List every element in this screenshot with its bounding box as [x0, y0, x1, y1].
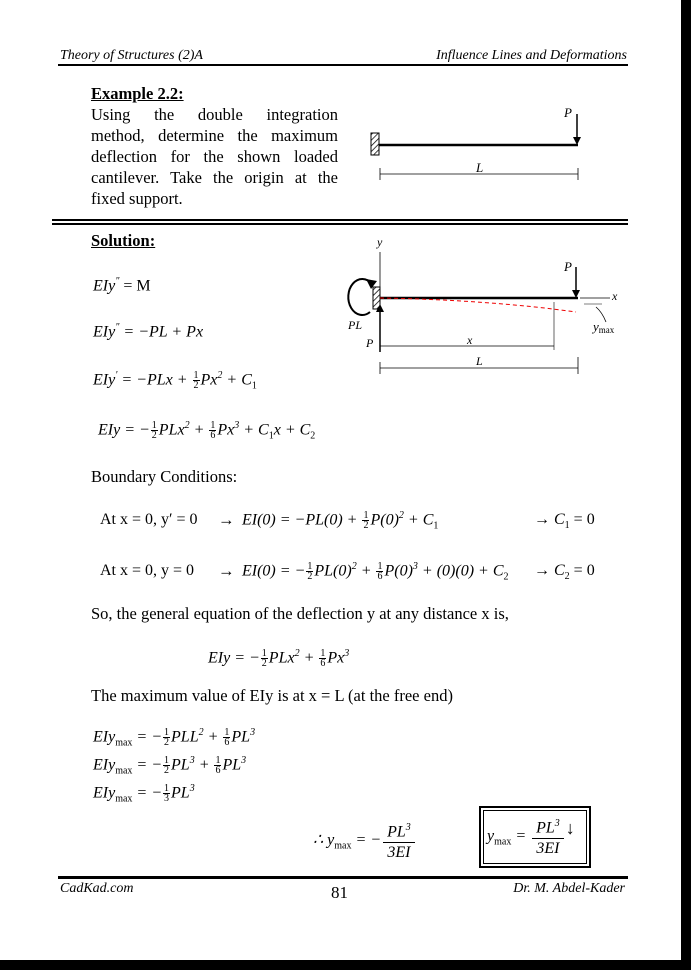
- example-line: fixed support.: [91, 189, 183, 208]
- boundary-conditions-title: Boundary Conditions:: [91, 467, 238, 486]
- fraction: $\frac{PL^3}{3EI}$: [532, 814, 564, 859]
- deflected-shape: [380, 298, 576, 312]
- header-left: Theory of Structures (2)A: [60, 48, 203, 63]
- section-separator-top: [52, 219, 628, 221]
- fraction: $\frac{1}{6}$: [320, 648, 326, 670]
- example-title: Example 2.2:: [91, 84, 184, 103]
- equation-4: EIy = − $\frac{1}{2}$ PLx$^2$ + $\frac{1}{6}$ $Px^3 + C_1x + C_2$: [98, 420, 316, 442]
- bc1-arrow: →: [218, 510, 235, 529]
- footer-left: CadKad.com: [60, 881, 134, 896]
- fraction: $\frac{PL^3}{3EI}$: [383, 818, 415, 863]
- page-number: 81: [331, 883, 348, 902]
- load-label: P: [564, 259, 572, 274]
- solution-cantilever-figure: [340, 232, 630, 377]
- example-cantilever-figure: [360, 100, 600, 190]
- general-equation-text: So, the general equation of the deflection y at any distance x is,: [91, 604, 509, 623]
- equation-2: EIy" = −PL + Px: [93, 322, 204, 341]
- max-equation-1: EIy$_{max}$ = − $\frac{1}{2}$ $PLL^2$ + $\frac{1}{6}$ $PL^3$: [93, 727, 256, 749]
- footer-right: Dr. M. Abdel-Kader: [513, 881, 625, 896]
- fraction: $\frac{1}{2}$: [363, 510, 369, 532]
- boxed-equation: $y_{max}$ = $\frac{PL^3}{3EI}$ ↓: [487, 814, 575, 859]
- boxed-result: [483, 810, 587, 864]
- fraction: $\frac{1}{2}$: [261, 648, 267, 670]
- page-border-right: [681, 0, 691, 970]
- reaction-label: P: [366, 336, 374, 350]
- fraction: $\frac{1}{2}$: [151, 420, 157, 442]
- example-line: method, determine the maximum: [91, 126, 338, 145]
- bc2-condition: At x = 0, y = 0: [100, 562, 195, 579]
- fraction: $\frac{1}{2}$: [164, 755, 170, 777]
- fraction: $\frac{1}{2}$: [193, 370, 199, 392]
- fraction: $\frac{1}{6}$: [210, 420, 216, 442]
- header-right: Influence Lines and Deformations: [436, 48, 627, 63]
- equation-3: EIy' = −PLx + $\frac{1}{2}$ $Px^2 + C_1$: [93, 370, 257, 392]
- max-equation-3: EIy$_{max}$ = − $\frac{1}{3}$ $PL^3$: [93, 783, 195, 805]
- section-separator-bottom: [52, 223, 628, 225]
- moment-arrow: [348, 279, 372, 315]
- max-value-text: The maximum value of EIy is at x = L (at the free end): [91, 686, 453, 705]
- ymax-label: ymax: [593, 319, 615, 335]
- fraction: $\frac{1}{6}$: [377, 561, 383, 583]
- x-dim-label: x: [467, 333, 473, 347]
- fraction: $\frac{1}{6}$: [215, 755, 221, 777]
- final-equation: ∴ $y_{max}$ = − $\frac{PL^3}{3EI}$: [313, 818, 417, 863]
- down-arrow-icon: ↓: [565, 818, 575, 838]
- x-axis-label: x: [612, 289, 618, 303]
- dim-label: L: [476, 160, 484, 175]
- solution-title: Solution:: [91, 231, 156, 250]
- example-line: deflection for the shown loaded: [91, 147, 338, 166]
- fraction: $\frac{1}{2}$: [307, 561, 313, 583]
- example-line: cantilever. Take the origin at the: [91, 168, 338, 187]
- fixed-support: [373, 287, 380, 309]
- bc1-condition: At x = 0, y′ = 0: [100, 511, 198, 528]
- moment-label: PL: [348, 318, 363, 332]
- bc2-result: → $C_2 = 0$: [534, 562, 595, 583]
- fraction: $\frac{1}{6}$: [224, 727, 230, 749]
- equation-1: EIy" = M: [93, 276, 151, 295]
- l-dim-label: L: [476, 354, 483, 368]
- example-line: Using the double integration: [91, 105, 338, 124]
- general-equation: EIy = − $\frac{1}{2}$ PLx$^2$ + $\frac{1}{6}$ Px$^3$: [208, 648, 350, 670]
- example-text: [91, 104, 338, 209]
- fixed-support: [371, 133, 379, 155]
- bc1-equation: EI(0) = −PL(0) + $\frac{1}{2}$ $P(0)^2 + C_1$: [242, 510, 439, 532]
- fraction: $\frac{1}{2}$: [164, 727, 170, 749]
- fraction: $\frac{1}{3}$: [164, 783, 170, 805]
- header-rule: [58, 64, 628, 66]
- bc2-arrow: →: [218, 561, 235, 580]
- load-label: P: [564, 105, 572, 120]
- bc2-equation: EI(0) = − $\frac{1}{2}$ $PL(0)^2$ + $\frac{1}{6}$ $P(0)^3 + (0)(0) + C_2$: [242, 561, 509, 583]
- footer-rule: [58, 876, 628, 879]
- bc1-result: → $C_1 = 0$: [534, 511, 595, 532]
- y-axis-label: y: [377, 235, 383, 249]
- max-equation-2: EIy$_{max}$ = − $\frac{1}{2}$ $PL^3$ + $\frac{1}{6}$ $PL^3$: [93, 755, 247, 777]
- page-border-bottom: [0, 960, 691, 970]
